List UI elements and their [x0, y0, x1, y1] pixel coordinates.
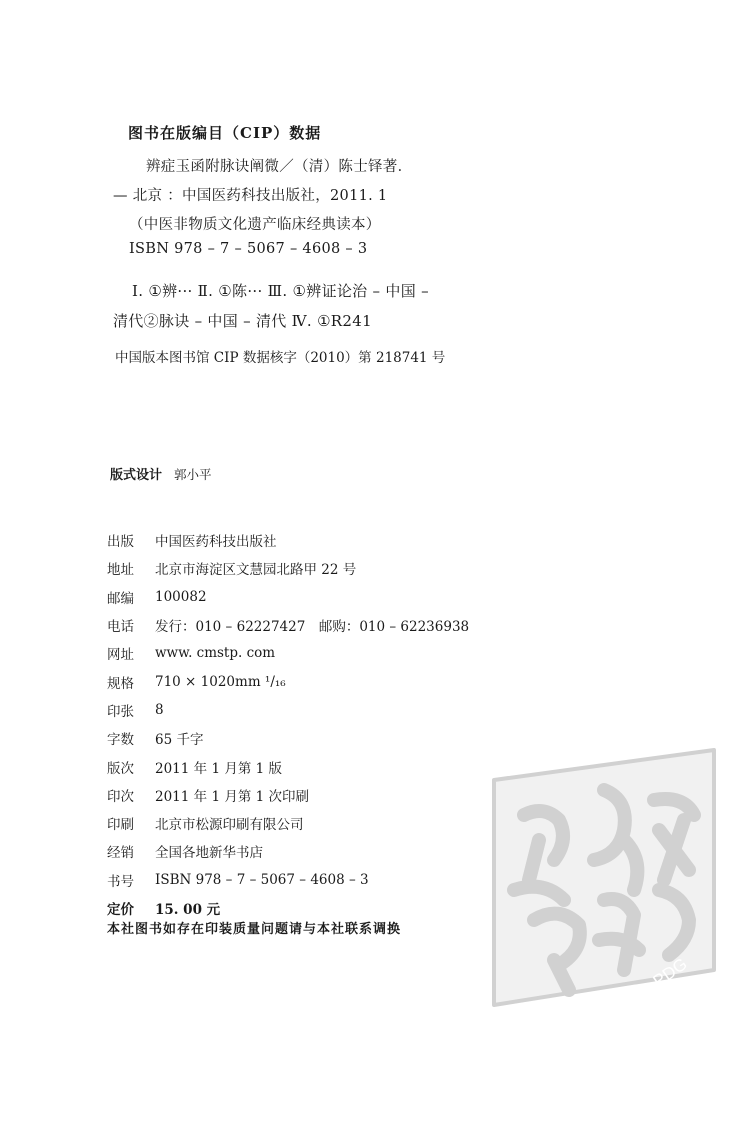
designer-label: 版式设计: [110, 468, 163, 483]
info-key: 印刷: [107, 817, 134, 834]
info-row-address: [107, 554, 469, 582]
info-value: 8: [155, 701, 164, 718]
info-value: 2011 年 1 月第 1 版: [155, 760, 282, 777]
cip-series-line: （中医非物质文化遗产临床经典读本）: [129, 217, 381, 233]
info-key: 网址: [107, 647, 134, 664]
info-value: www. cmstp. com: [155, 645, 276, 662]
info-value: 65 千字: [155, 732, 204, 749]
info-row-printer: [107, 809, 469, 837]
info-key: 版次: [107, 760, 134, 777]
info-row-book-number: [107, 866, 469, 894]
info-row-format: [107, 667, 469, 695]
watermark-text: PDG: [649, 954, 691, 991]
info-key: 印张: [107, 703, 134, 720]
cip-publisher-line: — 北京 ：中国医药科技出版社，2011. 1: [113, 188, 388, 204]
info-row-postcode: [107, 583, 469, 611]
info-value: 710 × 1020mm ¹/₁₆: [155, 673, 286, 690]
publication-info-table: [107, 526, 469, 922]
info-value: 100082: [155, 588, 207, 605]
info-key: 字数: [107, 732, 134, 749]
info-value: 15. 00 元: [155, 902, 221, 918]
cip-title: 图书在版编目（CIP）数据: [128, 124, 322, 142]
info-key: 定价: [107, 902, 134, 918]
info-key: 出版: [107, 534, 134, 551]
designer-name: 郭小平: [174, 467, 212, 482]
info-row-phone: [107, 611, 469, 639]
info-value: 中国医药科技出版社: [155, 534, 277, 551]
info-key: 书号: [107, 873, 134, 890]
info-value: 北京市海淀区文慧园北路甲 22 号: [155, 562, 357, 579]
pdg-seal-icon: [484, 720, 720, 1020]
info-row-word-count: [107, 724, 469, 752]
info-row-printing: [107, 781, 469, 809]
cip-record-number: 中国版本图书馆 CIP 数据核字（2010）第 218741 号: [115, 350, 446, 366]
cip-classification-line-2: 清代②脉诀 – 中国 – 清代 Ⅳ. ①R241: [113, 312, 372, 330]
info-key: 邮编: [107, 590, 134, 607]
quality-notice: 本社图书如存在印装质量问题请与本社联系调换: [107, 922, 402, 937]
info-row-website: [107, 639, 469, 667]
info-key: 电话: [107, 619, 134, 636]
cip-classification-line-1: Ⅰ. ①辨··· Ⅱ. ①陈··· Ⅲ. ①辨证论治 – 中国 –: [132, 282, 429, 300]
designer-credit: [110, 464, 212, 483]
info-key: 规格: [107, 675, 134, 692]
info-key: 印次: [107, 788, 134, 805]
info-value: 北京市松源印刷有限公司: [155, 817, 304, 834]
info-value: 发行：010 – 62227427 邮购：010 – 62236938: [155, 619, 470, 636]
info-row-edition: [107, 752, 469, 780]
info-key: 经销: [107, 845, 134, 862]
info-value: ISBN 978 – 7 – 5067 – 4608 – 3: [155, 871, 369, 888]
cip-isbn-line: ISBN 978 – 7 – 5067 – 4608 – 3: [129, 241, 368, 257]
info-key: 地址: [107, 562, 134, 579]
info-row-sheets: [107, 696, 469, 724]
info-value: 2011 年 1 月第 1 次印刷: [155, 788, 309, 805]
info-row-distributor: [107, 837, 469, 865]
cip-book-title-line: 辨症玉函附脉诀阐微／（清）陈士铎著．: [146, 159, 413, 175]
info-value: 全国各地新华书店: [155, 845, 263, 862]
info-row-publisher: [107, 526, 469, 554]
